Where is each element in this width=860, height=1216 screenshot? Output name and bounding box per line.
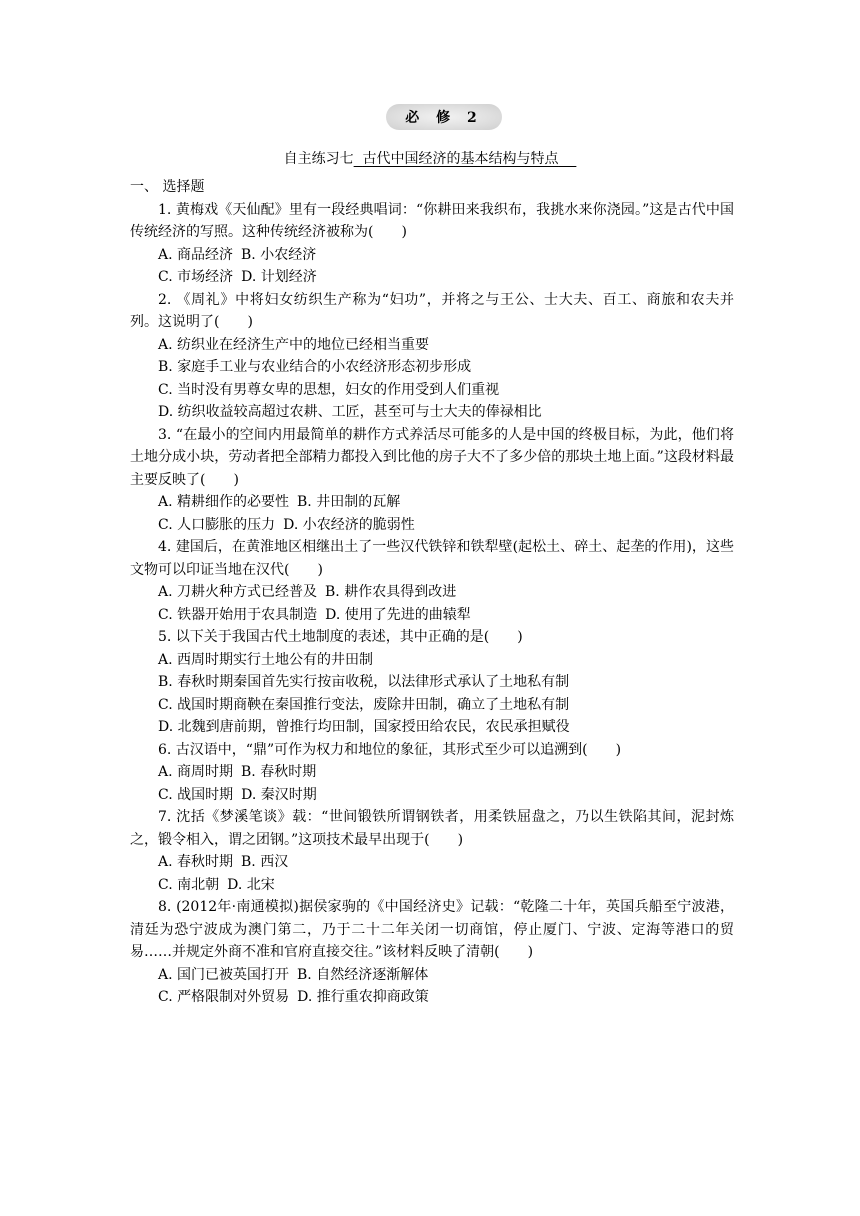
banner-text: 必 修 2 — [405, 110, 483, 126]
option-a[interactable]: A. 商周时期 — [158, 764, 234, 780]
option-c[interactable]: C. 战国时期商鞅在秦国推行变法，废除井田制，确立了土地私有制 — [158, 696, 570, 713]
option-a[interactable]: A. 西周时期实行土地公有的井田制 — [158, 651, 374, 668]
question-stem: 6. 古汉语中，“鼎”可作为权力和地位的象征，其形式至少可以追溯到( ) — [158, 741, 622, 758]
option-b[interactable]: B. 春秋时期 — [241, 764, 317, 780]
option-c[interactable]: C. 战国时期 — [158, 786, 234, 803]
exercise-title — [0, 150, 860, 168]
option-b[interactable]: B. 小农经济 — [241, 246, 317, 263]
option-a[interactable]: A. 春秋时期 — [158, 854, 234, 870]
option-b[interactable]: B. 自然经济逐渐解体 — [297, 966, 429, 983]
question-stem: 7. 沈括《梦溪笔谈》载：“世间锻铁所谓钢铁者，用柔铁屈盘之，乃以生铁陷其间，泥封炼之，锻令相入，谓之团钢。”这项技术最早出现于( ) — [130, 809, 734, 848]
option-a[interactable]: A. 商品经济 — [158, 246, 234, 263]
exercise-title-subtitle — [354, 151, 577, 167]
option-d[interactable]: D. 秦汉时期 — [241, 786, 317, 803]
question-3 — [130, 424, 734, 537]
question-stem: 1. 黄梅戏《天仙配》里有一段经典唱词：“你耕田来我织布，我挑水来你浇园。”这是古代中国传统经济的写照。这种传统经济被称为( ) — [130, 201, 734, 240]
option-d[interactable]: D. 北宋 — [227, 876, 275, 893]
option-c[interactable]: C. 市场经济 — [158, 269, 234, 285]
exercise-title-subtitle-text: 古代中国经济的基本结构与特点 — [362, 151, 559, 167]
option-b[interactable]: B. 西汉 — [241, 854, 289, 870]
option-c[interactable]: C. 当时没有男尊女卑的思想，妇女的作用受到人们重视 — [158, 381, 500, 398]
option-d[interactable]: D. 推行重农抑商政策 — [297, 989, 429, 1005]
option-b[interactable]: B. 耕作农具得到改进 — [325, 584, 457, 600]
header-banner — [386, 104, 502, 130]
question-2 — [130, 289, 734, 424]
option-b[interactable]: B. 家庭手工业与农业结合的小农经济形态初步形成 — [158, 359, 472, 375]
option-line — [130, 244, 734, 267]
option-line — [130, 986, 734, 1009]
option-b[interactable]: B. 井田制的瓦解 — [297, 494, 401, 510]
question-7 — [130, 806, 734, 896]
option-c[interactable]: C. 严格限制对外贸易 — [158, 989, 290, 1005]
question-stem: 3. “在最小的空间内用最简单的耕作方式养活尽可能多的人是中国的终极目标，为此，他们将土地分成小块，劳动者把全部精力都投入到比他的房子大不了多少倍的那块土地上面。”这段材料最主要反映了( ) — [130, 426, 734, 488]
question-5 — [130, 626, 734, 739]
option-line — [130, 784, 734, 807]
question-stem: 5. 以下关于我国古代土地制度的表述，其中正确的是( ) — [158, 629, 523, 645]
option-a[interactable]: A. 纺织业在经济生产中的地位已经相当重要 — [158, 336, 430, 353]
option-d[interactable]: D. 小农经济的脆弱性 — [283, 516, 415, 533]
question-stem: 4. 建国后，在黄淮地区相继出土了一些汉代铁锌和铁犁壁(起松土、碎土、起垄的作用)，这些文物可以印证当地在汉代( ) — [130, 539, 734, 578]
question-8 — [130, 896, 734, 1009]
option-line — [130, 266, 734, 289]
question-6 — [130, 739, 734, 807]
option-a[interactable]: A. 精耕细作的必要性 — [158, 494, 290, 510]
option-line — [130, 874, 734, 897]
option-line — [130, 964, 734, 987]
question-1 — [130, 199, 734, 289]
option-line — [130, 491, 734, 514]
option-d[interactable]: D. 使用了先进的曲辕犁 — [325, 606, 471, 623]
option-line — [130, 581, 734, 604]
question-4 — [130, 536, 734, 626]
option-c[interactable]: C. 人口膨胀的压力 — [158, 516, 276, 533]
option-d[interactable]: D. 纺织收益较高超过农耕、工匠，甚至可与士大夫的俸禄相比 — [158, 404, 542, 420]
exercise-title-main: 自主练习七 — [283, 151, 354, 167]
option-d[interactable]: D. 计划经济 — [241, 269, 317, 285]
option-a[interactable]: A. 刀耕火种方式已经普及 — [158, 584, 318, 600]
question-stem: 8. (2012年·南通模拟)据侯家驹的《中国经济史》记载：“乾隆二十年，英国兵船至宁波港，清廷为恐宁波成为澳门第二，乃于二十二年关闭一切商馆，停止厦门、宁波、定海等港口的贸易……并规定外商不准和官府直接交往。”该材料反映了清朝( ) — [130, 899, 734, 960]
option-line — [130, 604, 734, 627]
section-heading: 一、 选择题 — [130, 179, 205, 195]
question-list — [130, 176, 734, 1009]
option-d[interactable]: D. 北魏到唐前期，曾推行均田制，国家授田给农民，农民承担赋役 — [158, 719, 570, 735]
option-line — [130, 514, 734, 537]
option-b[interactable]: B. 春秋时期秦国首先实行按亩收税，以法律形式承认了土地私有制 — [158, 674, 570, 690]
option-c[interactable]: C. 铁器开始用于农具制造 — [158, 606, 318, 623]
option-line — [130, 761, 734, 784]
question-stem: 2. 《周礼》中将妇女纺织生产称为“妇功”，并将之与王公、士大夫、百工、商旅和农夫并列。这说明了( ) — [130, 291, 734, 330]
option-c[interactable]: C. 南北朝 — [158, 876, 220, 893]
option-line — [130, 851, 734, 874]
option-a[interactable]: A. 国门已被英国打开 — [158, 966, 290, 983]
